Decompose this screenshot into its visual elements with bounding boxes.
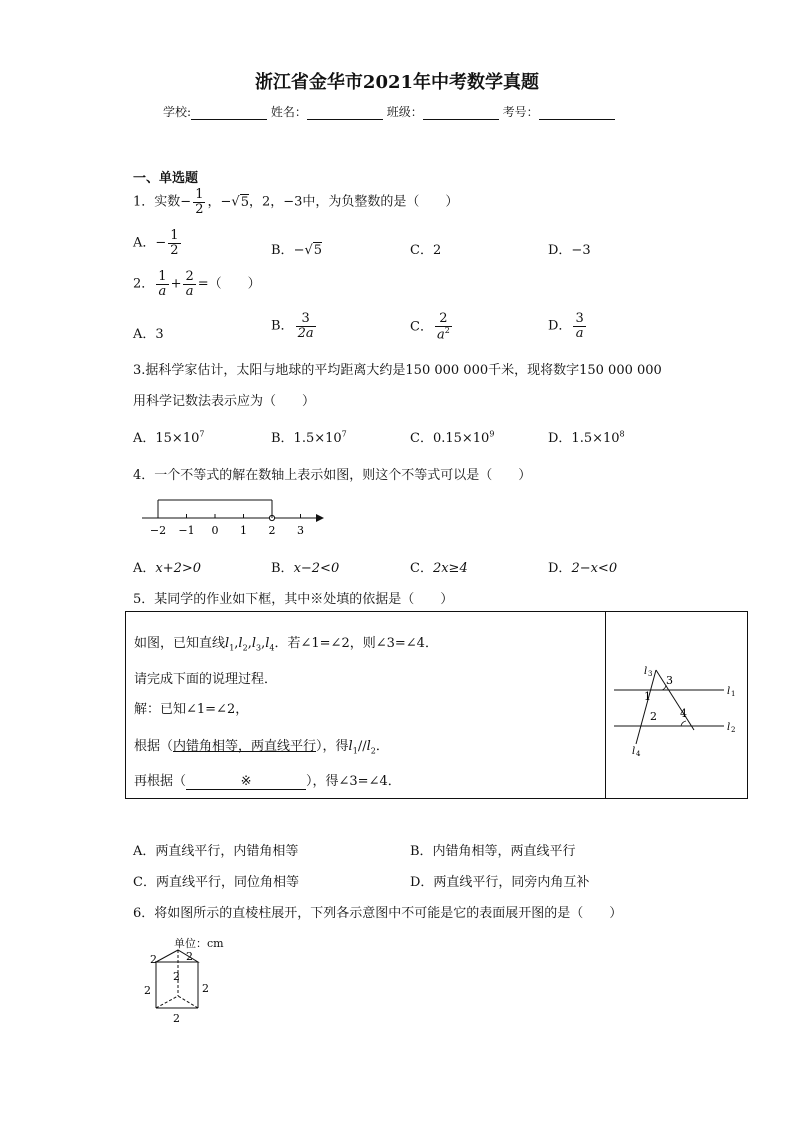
svg-text:2: 2 bbox=[173, 1012, 180, 1025]
svg-text:2: 2 bbox=[150, 953, 157, 966]
school-blank bbox=[191, 105, 267, 120]
svg-text:2: 2 bbox=[144, 984, 151, 997]
question-5-option-b: B．内错角相等，两直线平行 bbox=[410, 844, 576, 859]
box-line-2: 请完成下面的说理过程． bbox=[134, 672, 278, 687]
svg-text:4: 4 bbox=[636, 750, 641, 756]
box-line-3: 解：已知∠1=∠2， bbox=[134, 702, 249, 717]
question-2-option-b: B． $\frac{3}{2a}$ bbox=[271, 311, 314, 341]
svg-text:3: 3 bbox=[648, 670, 653, 678]
svg-text:l: l bbox=[727, 686, 731, 697]
question-4-option-b: B．x−2<0 bbox=[271, 561, 340, 576]
svg-text:2: 2 bbox=[173, 970, 180, 983]
box-divider bbox=[605, 612, 606, 798]
question-6-stem: 6．将如图所示的直棱柱展开，下列各示意图中不可能是它的表面展开图的是（ ） bbox=[133, 906, 623, 921]
question-4-stem: 4．一个不等式的解在数轴上表示如图，则这个不等式可以是（ ） bbox=[133, 468, 532, 483]
box-line-5: 再根据（ ※ ），得∠3=∠4． bbox=[134, 774, 401, 789]
question-3-option-a: A．$15\times 10^7$ bbox=[133, 429, 205, 446]
question-3-option-b: B．$1.5\times 10^7$ bbox=[271, 429, 347, 446]
svg-text:l: l bbox=[632, 746, 636, 756]
section-heading: 一、单选题 bbox=[133, 171, 199, 186]
tick-label: 2 bbox=[268, 524, 276, 537]
number-label: 考号： bbox=[502, 105, 539, 119]
question-5-stem: 5．某同学的作业如下框，其中※处填的依据是（ ） bbox=[133, 592, 454, 607]
svg-text:2: 2 bbox=[186, 950, 193, 963]
question-1-option-d: D．−3 bbox=[548, 243, 591, 258]
arrow-head-icon bbox=[316, 514, 324, 522]
question-2-stem: 2． $\frac{1}{a}$ + $\frac{2}{a}$ =（ ） bbox=[133, 269, 261, 299]
class-blank bbox=[423, 105, 499, 120]
tick-label: 1 bbox=[240, 524, 247, 537]
svg-text:2: 2 bbox=[650, 710, 657, 723]
svg-text:1: 1 bbox=[731, 690, 736, 698]
tick-label: 3 bbox=[297, 524, 304, 537]
svg-text:4: 4 bbox=[680, 707, 687, 720]
prism-figure bbox=[140, 948, 230, 1028]
name-label: 姓名： bbox=[270, 105, 307, 119]
page-title: 浙江省金华市2021年中考数学真题 bbox=[254, 72, 540, 93]
angle-4-arc bbox=[681, 721, 686, 726]
question-5-option-a: A．两直线平行，内错角相等 bbox=[133, 844, 299, 859]
question-1-stem: 1．实数− $\frac{1}{2}$ ，−√5，2，−3中，为负整数的是（ ） bbox=[133, 187, 459, 217]
question-2-option-a: A．3 bbox=[133, 327, 164, 342]
question-1-option-a: A．− $\frac{1}{2}$ bbox=[133, 228, 179, 258]
class-label: 班级： bbox=[386, 105, 423, 119]
question-2-option-d: D． $\frac{3}{a}$ bbox=[548, 311, 584, 341]
question-1-option-c: C．2 bbox=[410, 243, 442, 258]
box-line-4: 根据（内错角相等，两直线平行），得$l_1//l_2$． bbox=[134, 739, 389, 756]
svg-text:3: 3 bbox=[666, 674, 673, 687]
line-l3 bbox=[656, 670, 694, 730]
name-blank bbox=[307, 105, 383, 120]
student-info-line bbox=[163, 103, 615, 120]
tick-label: −1 bbox=[178, 524, 195, 537]
question-4-option-a: A．x+2>0 bbox=[133, 561, 202, 576]
question-5-option-d: D．两直线平行，同旁内角互补 bbox=[410, 875, 590, 890]
question-5-option-c: C．两直线平行，同位角相等 bbox=[133, 875, 299, 890]
question-4-option-d: D．2−x<0 bbox=[548, 561, 618, 576]
homework-box bbox=[125, 611, 748, 799]
question-3-option-c: C．$0.15\times 10^9$ bbox=[410, 429, 495, 446]
question-3-option-d: D．$1.5\times 10^8$ bbox=[548, 429, 625, 446]
number-line-figure bbox=[140, 492, 340, 540]
svg-text:l: l bbox=[644, 666, 648, 677]
unit-label: 单位：cm bbox=[174, 937, 224, 950]
svg-text:1: 1 bbox=[644, 690, 651, 703]
svg-text:2: 2 bbox=[731, 726, 736, 734]
question-2-option-c: C． $\frac{2}{a^2}$ bbox=[410, 311, 450, 342]
parallel-lines-figure bbox=[610, 656, 744, 756]
box-line-1: 如图，已知直线$l_1,l_2,l_3,l_4$．若∠1=∠2，则∠3=∠4． bbox=[134, 636, 438, 653]
question-3-line-1: 3.据科学家估计，太阳与地球的平均距离大约是150 000 000千米，现将数字150 000 000 bbox=[133, 363, 662, 378]
question-4-option-c: C．2x≥4 bbox=[410, 561, 468, 576]
line-l4 bbox=[636, 670, 656, 744]
svg-text:l: l bbox=[727, 722, 731, 733]
question-1-option-b: B．−√5 bbox=[271, 243, 323, 258]
svg-text:2: 2 bbox=[202, 982, 209, 995]
tick-label: 0 bbox=[211, 524, 219, 537]
school-label: 学校: bbox=[163, 105, 192, 119]
tick-label: −2 bbox=[149, 524, 167, 537]
question-3-line-2: 用科学记数法表示应为（ ） bbox=[133, 394, 316, 409]
number-blank bbox=[539, 105, 615, 120]
